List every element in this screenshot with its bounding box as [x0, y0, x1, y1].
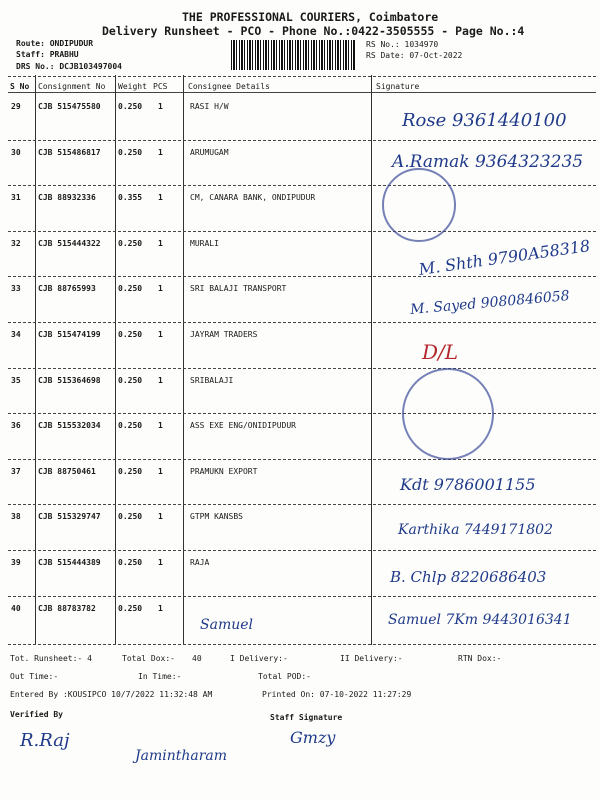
row-pcs: 1 — [158, 102, 163, 111]
row-pcs: 1 — [158, 238, 163, 248]
total-pod: Total POD:- — [258, 672, 311, 681]
verified-by: Verified By — [10, 710, 63, 719]
row-sno: 29 — [11, 102, 21, 111]
signature-39: B. Chlp 8220686403 — [390, 568, 547, 586]
col-divider — [115, 75, 116, 645]
row-separator — [8, 368, 596, 369]
row-separator — [8, 276, 596, 277]
row-separator — [8, 231, 596, 232]
col-weight: Weight — [118, 82, 147, 91]
col-divider — [183, 75, 184, 645]
row-separator — [8, 413, 596, 414]
row-weight: 0.250 — [118, 375, 143, 385]
row-weight: 0.250 — [118, 603, 143, 613]
row-weight: 0.250 — [118, 102, 143, 111]
table-bottom-border — [8, 644, 596, 645]
row-weight: 0.250 — [118, 330, 143, 339]
row-consignee: ARUMUGAM — [190, 147, 229, 157]
row-separator — [8, 459, 596, 460]
signature-37: Kdt 9786001155 — [400, 475, 536, 494]
col-signature: Signature — [376, 82, 420, 91]
row-weight: 0.250 — [118, 147, 143, 157]
tot-runsheet: Tot. Runsheet:- 4 — [10, 654, 92, 663]
row-consignee: ASS EXE ENG/ONIDIPUDUR — [190, 421, 296, 431]
col-consignment: Consignment No — [38, 82, 106, 91]
rtn-dox: RTN Dox:- — [458, 654, 502, 663]
row-consignment: CJB 88783782 — [38, 603, 96, 613]
row-weight: 0.250 — [118, 558, 143, 567]
row-consignee: PRAMUKN EXPORT — [190, 466, 258, 476]
entered-signature: Jamintharam — [135, 748, 228, 764]
row-pcs: 1 — [158, 421, 163, 431]
total-dox-label: Total Dox:- — [122, 654, 175, 663]
row-separator — [8, 140, 596, 141]
row-consignment: CJB 515474199 — [38, 330, 101, 339]
row-separator — [8, 322, 596, 323]
rs-date: RS Date: 07-Oct-2022 — [366, 51, 463, 60]
row-weight: 0.250 — [118, 284, 143, 294]
row-weight: 0.250 — [118, 421, 143, 431]
row-sno: 38 — [11, 512, 21, 522]
row-sno: 31 — [11, 193, 21, 203]
row-consignment: CJB 515364698 — [38, 375, 101, 385]
in-time: In Time:- — [138, 672, 182, 681]
row-separator — [8, 504, 596, 505]
row-pcs: 1 — [158, 466, 163, 476]
table-header-border — [8, 92, 596, 93]
barcode — [231, 40, 356, 70]
signature-34: D/L — [422, 340, 459, 364]
signature-40-name: Samuel — [200, 617, 253, 633]
signature-38: Karthika 7449171802 — [398, 522, 553, 538]
row-consignment: CJB 88750461 — [38, 466, 96, 476]
company-title: THE PROFESSIONAL COURIERS, Coimbatore — [182, 10, 439, 24]
row-pcs: 1 — [158, 603, 163, 613]
row-consignment: CJB 88765993 — [38, 284, 96, 294]
row-consignee: CM, CANARA BANK, ONDIPUDUR — [190, 193, 316, 203]
row-consignee: MURALI — [190, 238, 219, 248]
row-weight: 0.250 — [118, 466, 143, 476]
route-label: Route: ONDIPUDUR — [16, 39, 94, 48]
rs-number: RS No.: 1034970 — [366, 40, 439, 49]
i-delivery: I Delivery:- — [230, 654, 288, 663]
printed-on: Printed On: 07-10-2022 11:27:29 — [262, 690, 412, 699]
row-consignment: CJB 88932336 — [38, 193, 96, 203]
verified-signature: R.Raj — [20, 730, 70, 751]
row-consignee: JAYRAM TRADERS — [190, 330, 258, 339]
col-sno: S No — [10, 82, 30, 91]
bank-stamp — [382, 168, 456, 242]
row-pcs: 1 — [158, 147, 163, 157]
drs-label: DRS No.: DCJB103497004 — [16, 62, 122, 71]
row-pcs: 1 — [158, 512, 163, 522]
row-sno: 35 — [11, 375, 21, 385]
signature-40: Samuel 7Km 9443016341 — [388, 612, 572, 628]
staff-signature: Gmzy — [290, 728, 336, 747]
row-pcs: 1 — [158, 284, 163, 294]
row-pcs: 1 — [158, 193, 163, 203]
row-consignee: GTPM KANSBS — [190, 512, 243, 522]
total-dox-value: 40 — [192, 654, 202, 663]
runsheet-subtitle: Delivery Runsheet - PCO - Phone No.:0422-3505555 - Page No.:4 — [102, 24, 525, 38]
col-divider — [371, 75, 372, 645]
row-pcs: 1 — [158, 375, 163, 385]
row-weight: 0.355 — [118, 193, 143, 203]
signature-29: Rose 9361440100 — [402, 110, 567, 131]
row-consignment: CJB 515486817 — [38, 147, 101, 157]
row-sno: 40 — [11, 603, 21, 613]
row-consignee: RAJA — [190, 558, 210, 567]
signature-30: A.Ramak 9364323235 — [392, 152, 584, 172]
row-consignee: RASI H/W — [190, 102, 229, 111]
row-sno: 37 — [11, 466, 21, 476]
col-consignee: Consignee Details — [188, 82, 270, 91]
row-sno: 33 — [11, 284, 21, 294]
col-pcs: PCS — [153, 82, 168, 91]
signature-33: M. Sayed 9080846058 — [409, 288, 571, 318]
staff-signature-label: Staff Signature — [270, 713, 343, 722]
ii-delivery: II Delivery:- — [340, 654, 403, 663]
row-separator — [8, 596, 596, 597]
row-weight: 0.250 — [118, 238, 143, 248]
row-consignee: SRI BALAJI TRANSPORT — [190, 284, 287, 294]
entered-by: Entered By :KOUSIPCO 10/7/2022 11:32:48 AM — [10, 690, 213, 699]
row-consignment: CJB 515329747 — [38, 512, 101, 522]
row-sno: 32 — [11, 238, 21, 248]
staff-label: Staff: PRABHU — [16, 50, 79, 59]
row-consignment: CJB 515444322 — [38, 238, 101, 248]
row-consignee: SRIBALAJI — [190, 375, 234, 385]
row-separator — [8, 185, 596, 186]
row-separator — [8, 550, 596, 551]
out-time: Out Time:- — [10, 672, 59, 681]
col-divider — [35, 75, 36, 645]
row-pcs: 1 — [158, 558, 163, 567]
row-consignment: CJB 515532034 — [38, 421, 101, 431]
row-sno: 30 — [11, 147, 21, 157]
row-consignment: CJB 515475580 — [38, 102, 101, 111]
row-sno: 39 — [11, 558, 21, 567]
row-consignment: CJB 515444389 — [38, 558, 101, 567]
table-top-border — [8, 76, 596, 77]
office-stamp — [402, 368, 494, 460]
signature-32: M. Shth 9790A58318 — [417, 236, 592, 279]
row-sno: 34 — [11, 330, 21, 339]
row-sno: 36 — [11, 421, 21, 431]
row-weight: 0.250 — [118, 512, 143, 522]
row-pcs: 1 — [158, 330, 163, 339]
